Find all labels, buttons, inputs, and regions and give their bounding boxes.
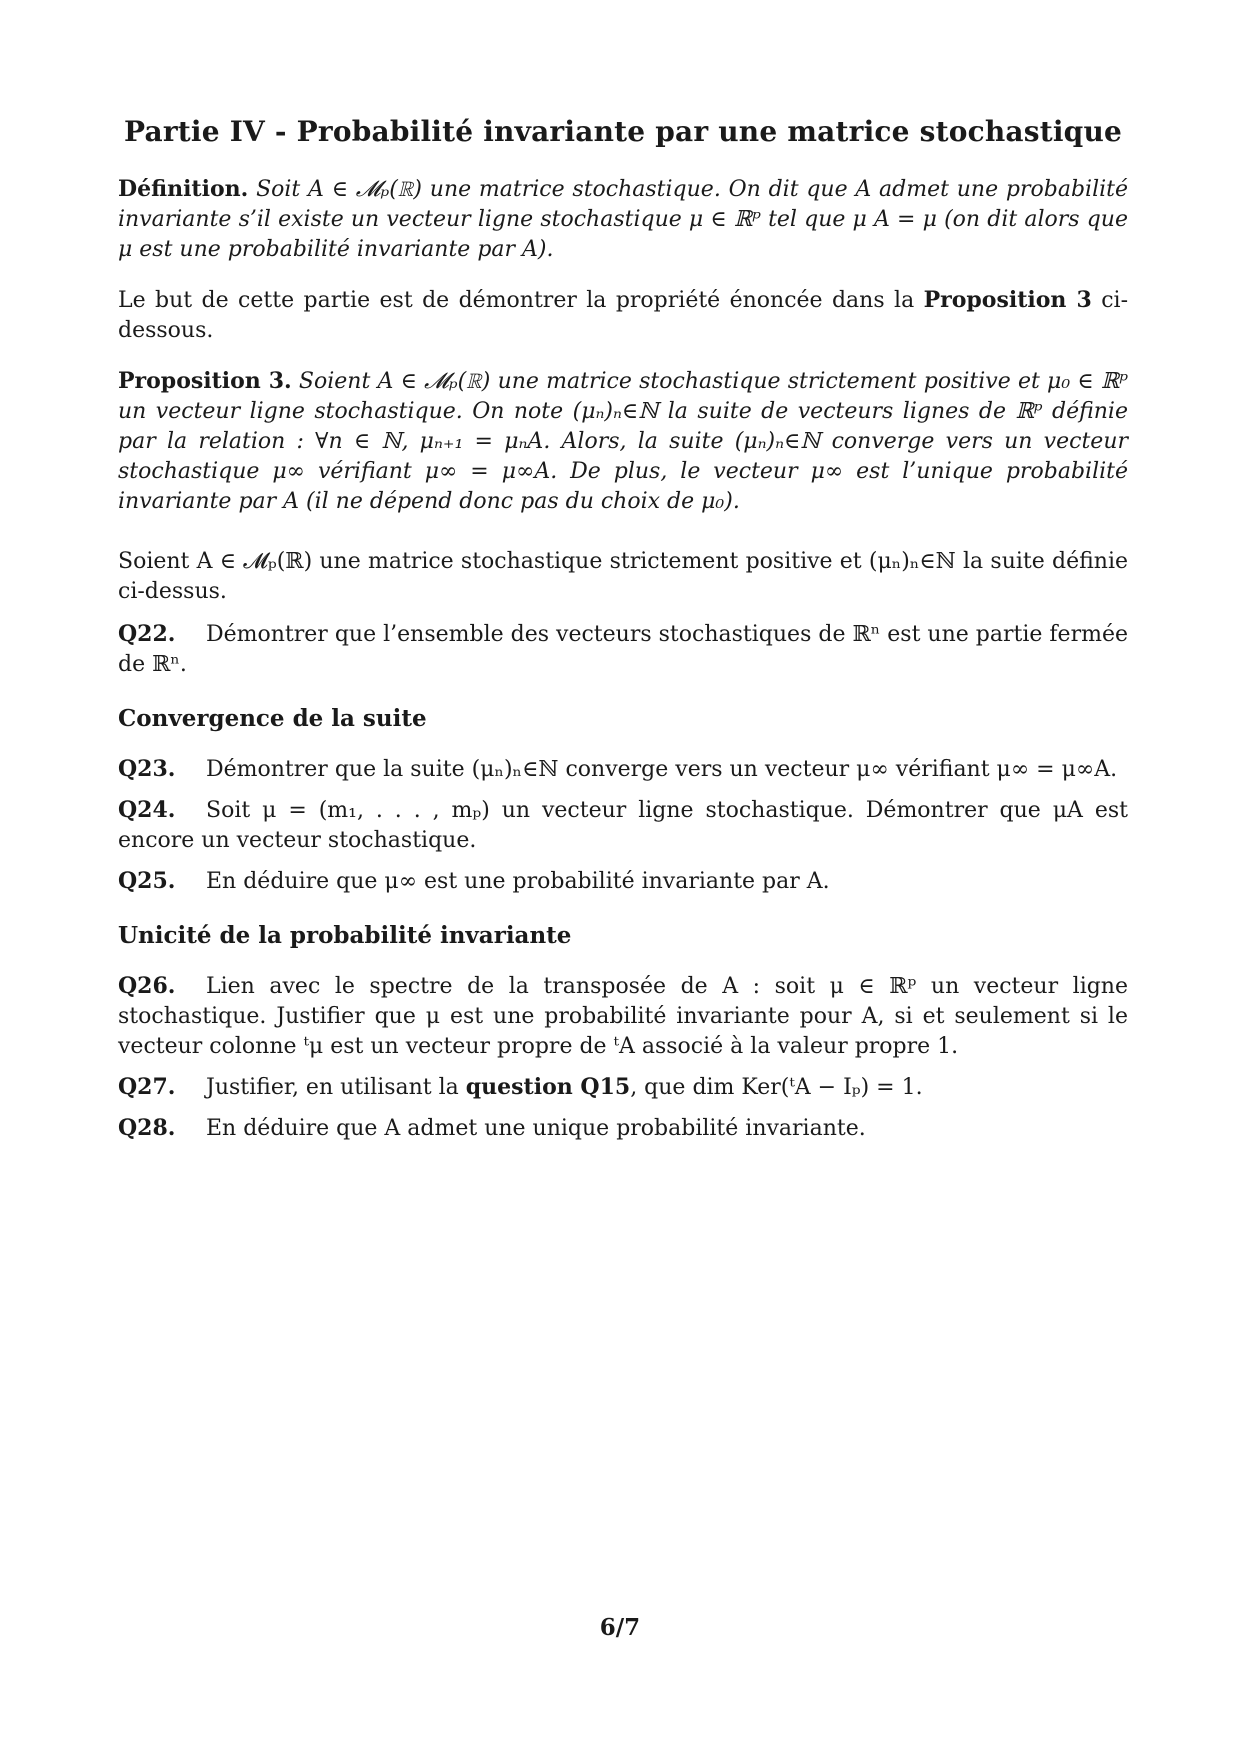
question-label: Q28. [118, 1115, 176, 1141]
definition-text: Soit A ∈ 𝓜ₚ(ℝ) une matrice stochastique. On dit que A admet une probabilité invariante s’il existe un vecteur ligne stochastique μ ∈ ℝᵖ tel que μ A = μ (on dit alors que μ est une probabilité invariante par A). [118, 177, 1128, 262]
question-q23 [118, 754, 1128, 785]
proposition-text: Soient A ∈ 𝓜ₚ(ℝ) une matrice stochastique strictement positive et μ₀ ∈ ℝᵖ un vecteur ligne stochastique. On note (μₙ)ₙ∈ℕ la suite de vecteurs lignes de ℝᵖ définie par la relation : ∀n ∈ ℕ, μₙ₊₁ = μₙA. Alors, la suite (μₙ)ₙ∈ℕ converge vers un vecteur stochastique μ∞ vérifiant μ∞ = μ∞A. De plus, le vecteur μ∞ est l’unique probabilité invariante par A (il ne dépend donc pas du choix de μ₀). [118, 369, 1129, 514]
question-label: Q27. [118, 1074, 176, 1100]
question-text-after: , que dim Ker(ᵗA − Iₚ) = 1. [630, 1075, 923, 1100]
question-text: Démontrer que l’ensemble des vecteurs stochastiques de ℝⁿ est une partie fermée de ℝⁿ. [118, 622, 1128, 677]
question-q27 [118, 1072, 1128, 1103]
question-label: Q23. [118, 756, 176, 782]
question-text: En déduire que μ∞ est une probabilité invariante par A. [206, 869, 830, 894]
question-label: Q24. [118, 797, 176, 823]
question-q25 [118, 866, 1128, 897]
setup-paragraph: Soient A ∈ 𝓜ₚ(ℝ) une matrice stochastique strictement positive et (μₙ)ₙ∈ℕ la suite définie ci-dessus. [118, 549, 1128, 604]
question-ref-bold: question Q15 [465, 1074, 631, 1100]
intro-after: ci-dessous. [118, 288, 1128, 343]
proposition [118, 366, 1128, 517]
section-title-convergence: Convergence de la suite [118, 705, 427, 732]
intro-before: Le but de cette partie est de démontrer la propriété énoncée dans la [118, 288, 924, 313]
question-text: Lien avec le spectre de la transposée de A : soit μ ∈ ℝᵖ un vecteur ligne stochastique. Justifier que μ est une probabilité invariante pour A, si et seulement si le vecteur colonne ᵗμ est un vecteur propre de ᵗA associé à la valeur propre 1. [118, 974, 1128, 1059]
question-q26 [118, 971, 1128, 1062]
question-label: Q25. [118, 868, 176, 894]
question-q28 [118, 1113, 1128, 1144]
intro-paragraph [118, 285, 1128, 346]
page-content [118, 112, 1128, 1154]
question-text: En déduire que A admet une unique probabilité invariante. [206, 1116, 866, 1141]
question-q22 [118, 619, 1128, 680]
question-text-before: Justifier, en utilisant la [206, 1075, 466, 1100]
page-number: 6/7 [599, 1614, 641, 1641]
proposition-label: Proposition 3. [118, 368, 292, 394]
section-title-unicite: Unicité de la probabilité invariante [118, 922, 572, 949]
part-title: Partie IV - Probabilité invariante par une matrice stochastique [123, 115, 1123, 148]
definition [118, 174, 1128, 265]
question-label: Q26. [118, 973, 176, 999]
question-text: Démontrer que la suite (μₙ)ₙ∈ℕ converge vers un vecteur μ∞ vérifiant μ∞ = μ∞A. [206, 757, 1118, 782]
definition-label: Définition. [118, 176, 249, 202]
question-text: Soit μ = (m₁, . . . , mₚ) un vecteur ligne stochastique. Démontrer que μA est encore un vecteur stochastique. [118, 798, 1128, 853]
question-q24 [118, 795, 1128, 856]
intro-bold-ref: Proposition 3 [923, 287, 1092, 313]
question-label: Q22. [118, 621, 176, 647]
